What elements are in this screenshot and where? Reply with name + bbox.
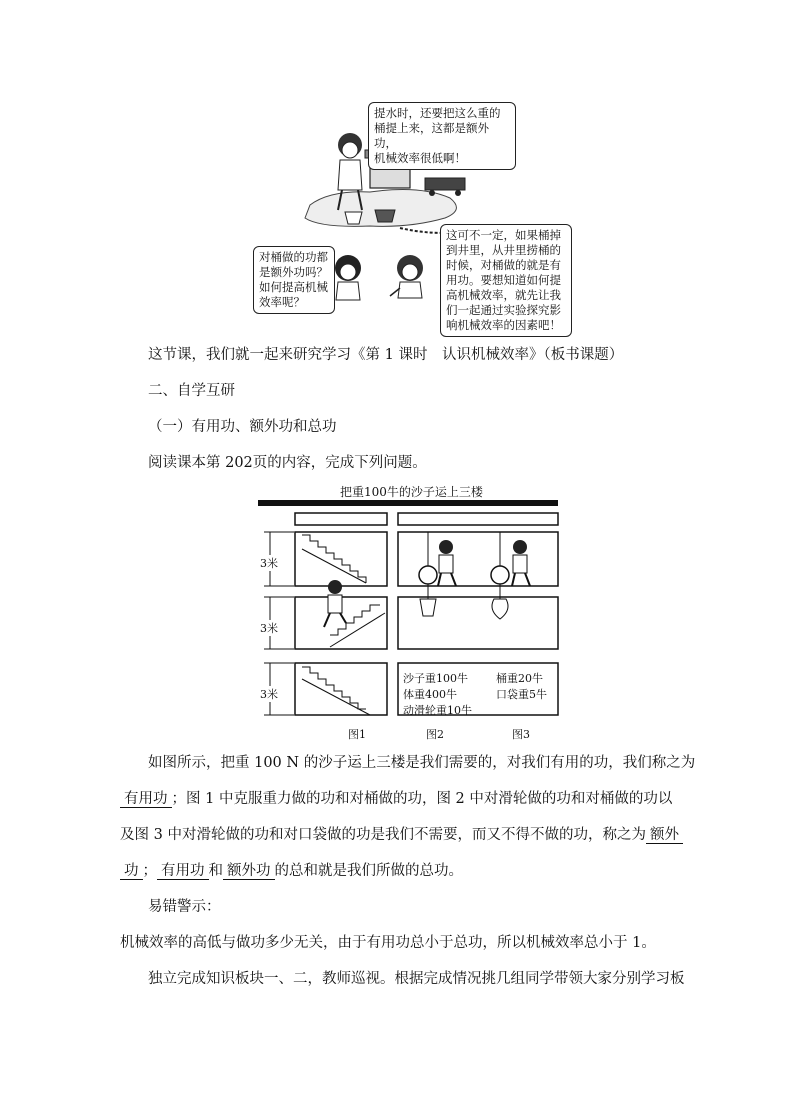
and-word: 和 [208,863,223,879]
answer-useful-work-2: 有用功 [157,863,209,880]
subsection-heading: （一）有用功、额外功和总功 [148,419,337,435]
last-line: 独立完成知识板块一、二，教师巡视。根据完成情况挑几组同学带领大家分别学习板 [148,971,685,987]
semicolon: ； [142,863,157,879]
warning-title: 易错警示： [148,899,221,915]
body-line-1: 如图所示，把重 100 N 的沙子运上三楼是我们需要的，对我们有用的功，我们称之为 [148,755,696,771]
body-line-3-text: 及图 3 中对滑轮做的功和对口袋做的功是我们不需要，而又不得不做的功，称之为 [120,827,646,843]
body-line-2-text: ；图 1 中克服重力做的功和对桶做的功，图 2 中对滑轮做的功和对桶做的功以 [171,791,673,807]
info-sand: 沙子重100牛 [403,672,468,685]
body-line-2 [120,789,672,809]
warning-text: 机械效率的高低与做功多少无关，由于有用功总小于总功，所以机械效率总小于 1。 [120,935,656,951]
section-heading: 二、自学互研 [148,383,235,399]
body-line-3 [120,825,683,845]
answer-useful-work: 有用功 [120,791,172,808]
caption-fig2: 图2 [426,728,444,741]
answer-extra-work-2: 额外功 [223,863,275,880]
info-bag: 口袋重5牛 [496,688,547,701]
answer-extra-work-b: 功 [120,863,143,880]
body-line-4-end: 的总和就是我们所做的总功。 [274,863,463,879]
speech-bubble-top: 提水时，还要把这么重的 桶提上来，这都是额外功， 机械效率很低啊！ [368,102,516,170]
info-body: 体重400牛 [403,688,457,701]
info-pulley: 动滑轮重10牛 [403,704,472,717]
height-label-3: 3米 [260,688,278,701]
intro-line: 这节课，我们就一起来研究学习《第 1 课时 认识机械效率》（板书课题） [148,347,624,363]
height-label-1: 3米 [260,557,278,570]
figure-title: 把重100牛的沙子运上三楼 [340,485,483,499]
reading-instruction: 阅读课本第 202页的内容，完成下列问题。 [148,455,427,471]
info-bucket: 桶重20牛 [496,672,543,685]
body-line-4 [120,861,463,881]
height-label-2: 3米 [260,622,278,635]
caption-fig3: 图3 [512,728,530,741]
speech-bubble-right: 这可不一定，如果桶掉 到井里，从井里捞桶的 时候，对桶做的就是有 用功。要想知道如何提 高机械效率，就先让我 们一起通过实验探究影 响机械效率的因素吧！ [440,224,572,337]
answer-extra-work-a: 额外 [646,827,683,844]
speech-bubble-left: 对桶做的功都 是额外功吗？ 如何提高机械 效率呢？ [253,246,335,314]
caption-fig1: 图1 [348,728,366,741]
